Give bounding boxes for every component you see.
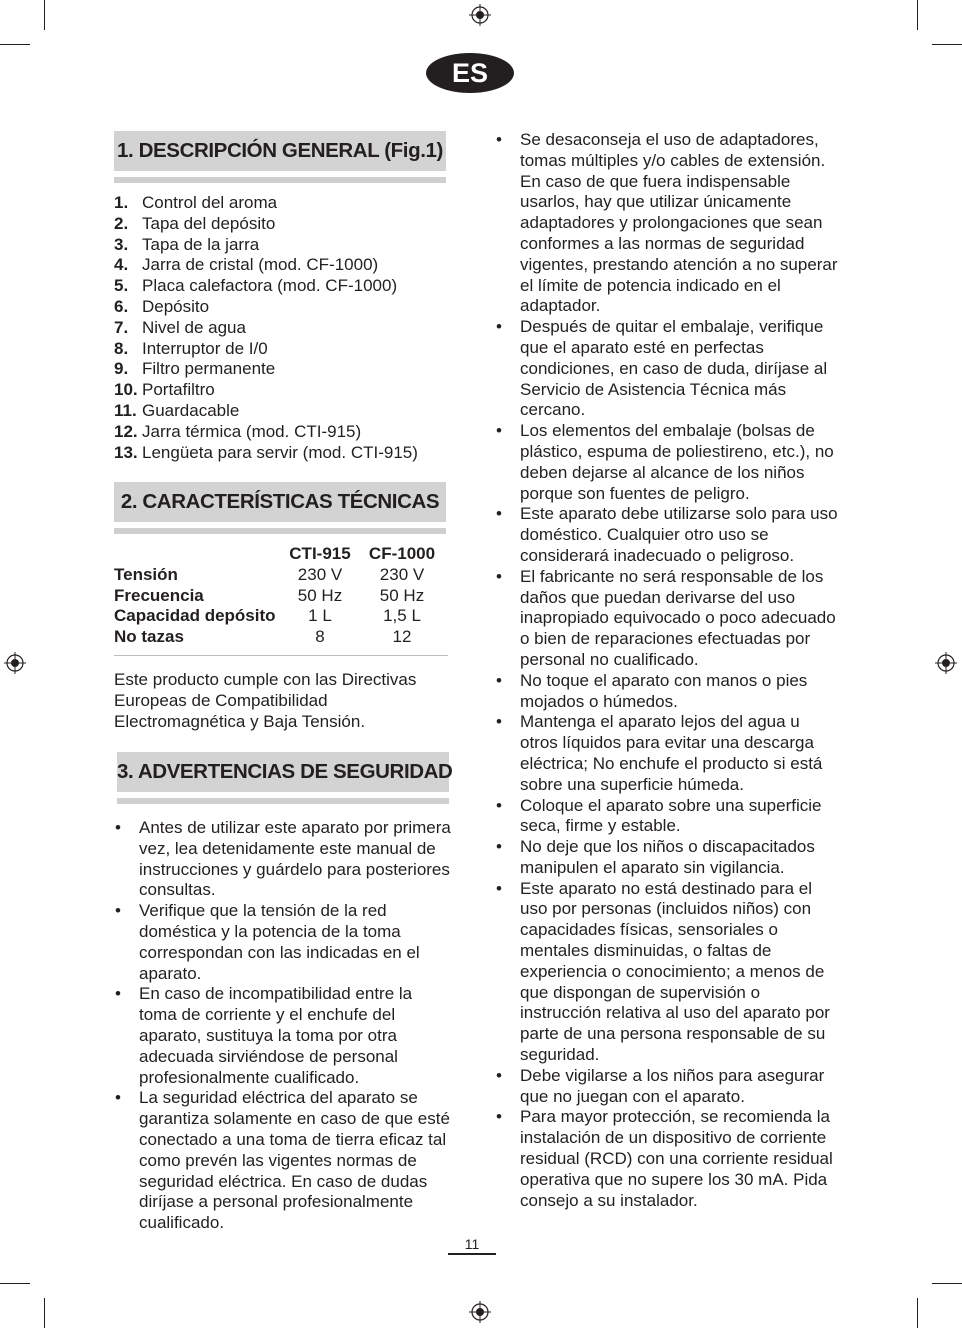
safety-item: • Después de quitar el embalaje, verifique que el aparato esté en perfectas condiciones, en caso de duda, diríjase al Servicio de Asistencia Técnica más cercano.: [496, 317, 842, 421]
part-text: Filtro permanente: [142, 359, 276, 379]
specs-cell: 230 V: [297, 564, 343, 584]
safety-item: • No deje que los niños o discapacitados manipulen el aparato sin vigilancia.: [496, 837, 842, 879]
crop-mark: [0, 44, 30, 45]
specs-cell: 8: [315, 627, 325, 647]
specs-cell: 230 V: [379, 564, 425, 584]
specs-row-label: Tensión: [114, 564, 178, 584]
part-item: [114, 318, 454, 339]
specs-row: [114, 565, 446, 586]
part-item: [114, 422, 454, 443]
section-underline: [114, 528, 446, 534]
specs-row: [114, 586, 446, 607]
specs-row-label: Frecuencia: [114, 585, 204, 605]
part-text: Guardacable: [142, 400, 240, 420]
part-text: Lengüeta para servir (mod. CTI-915): [142, 442, 418, 462]
safety-item: • Se desaconseja el uso de adaptadores, tomas múltiples y/o cables de extensión. En caso de que fuera indispensable usarlos, hay que utilizar únicamente adaptadores y prolongaciones que sean conformes a las normas de seguridad vigentes, prestando atención a no superar el límite de potencia indicado en el adaptador.: [496, 130, 842, 317]
part-number: 2.: [114, 213, 129, 233]
crop-mark: [917, 0, 918, 30]
specs-corner: [114, 544, 282, 565]
safety-item: • Mantenga el aparato lejos del agua u otros líquidos para evitar una descarga eléctrica; No enchufe el producto si está sobre una superficie húmeda.: [496, 712, 842, 795]
crop-mark: [0, 1283, 30, 1284]
crop-mark: [932, 44, 962, 45]
part-text: Jarra térmica (mod. CTI-915): [142, 421, 362, 441]
part-text: Portafiltro: [142, 380, 215, 400]
part-number: 11.: [114, 400, 137, 420]
safety-list-left: [115, 818, 452, 1234]
part-number: 6.: [114, 296, 129, 316]
specs-cell: 1 L: [308, 606, 332, 626]
part-item: [114, 193, 454, 214]
safety-item: • Este aparato debe utilizarse solo para uso doméstico. Cualquier otro uso se considerará inadecuado o peligroso.: [496, 504, 842, 566]
specs-row: [114, 606, 446, 627]
part-text: Placa calefactora (mod. CF-1000): [142, 276, 398, 296]
safety-list-right: [496, 130, 842, 1211]
part-text: Control del aroma: [142, 193, 278, 212]
specs-cell: 50 Hz: [379, 585, 425, 605]
part-item: [114, 255, 454, 276]
part-item: [114, 380, 454, 401]
part-text: Tapa de la jarra: [142, 234, 260, 254]
specs-column-header: CF-1000: [368, 544, 436, 563]
part-number: 4.: [114, 255, 129, 275]
part-number: 13.: [114, 442, 138, 462]
safety-item: • Este aparato no está destinado para el uso por personas (incluidos niños) con capacidades físicas, sensoriales o mentales disminuidas, o faltas de experiencia o conocimiento; a menos de que dispongan de supervisión o instrucción relativa al uso del aparato por parte de una persona responsable de su seguridad.: [496, 879, 842, 1066]
specs-row: [114, 627, 446, 648]
section-underline: [114, 177, 446, 183]
part-item: [114, 401, 454, 422]
part-item: [114, 235, 454, 256]
crop-mark: [44, 1298, 45, 1328]
safety-item: • No toque el aparato con manos o pies mojados o húmedos.: [496, 671, 842, 713]
safety-item: • Coloque el aparato sobre una superficie seca, firme y estable.: [496, 796, 842, 838]
specs-cell: 1,5 L: [383, 606, 421, 626]
part-number: 1.: [114, 193, 129, 212]
safety-item: • En caso de incompatibilidad entre la toma de corriente y el enchufe del aparato, sustituya la toma por otra adecuada sirviéndose de personal profesionalmente cualificado.: [115, 984, 452, 1088]
specs-cell: 12: [392, 627, 412, 647]
part-text: Tapa del depósito: [142, 213, 276, 233]
part-number: 3.: [114, 234, 129, 254]
specs-cell: 50 Hz: [297, 585, 343, 605]
specs-divider: [114, 655, 448, 656]
registration-mark-icon: [935, 652, 957, 674]
language-badge: ES: [426, 53, 514, 93]
part-text: Depósito: [142, 296, 210, 316]
part-number: 12.: [114, 421, 138, 441]
crop-mark: [917, 1298, 918, 1328]
crop-mark: [932, 1283, 962, 1284]
part-item: [114, 443, 454, 464]
safety-item: • Los elementos del embalaje (bolsas de plástico, espuma de poliestireno, etc.), no deben dejarse al alcance de los niños porque son fuentes de peligro.: [496, 421, 842, 504]
part-item: [114, 276, 454, 297]
crop-mark: [44, 0, 45, 30]
part-number: 8.: [114, 338, 129, 358]
section-underline: [117, 798, 449, 804]
part-number: 9.: [114, 359, 129, 379]
safety-item: • La seguridad eléctrica del aparato se garantiza solamente en caso de que esté conectado a una toma de tierra eficaz tal como prevén las vigentes normas de seguridad eléctrica. En caso de dudas diríjase a personal profesionalmente cualificado.: [115, 1088, 452, 1234]
specs-row-label: No tazas: [114, 627, 184, 647]
parts-list: [114, 193, 454, 463]
part-number: 7.: [114, 317, 129, 337]
part-number: 10.: [114, 380, 138, 400]
safety-item: • El fabricante no será responsable de los daños que puedan derivarse del uso inapropiado equivocado o poco adecuado o bien de reparaciones efectuadas por personal no cualificado.: [496, 567, 842, 671]
part-text: Jarra de cristal (mod. CF-1000): [142, 255, 379, 275]
section-title-description: 1. DESCRIPCIÓN GENERAL (Fig.1): [114, 131, 446, 171]
specs-column-header: CTI-915: [289, 544, 351, 563]
specs-row-label: Capacidad depósito: [114, 606, 276, 626]
part-text: Nivel de agua: [142, 317, 246, 337]
page-number: 11: [464, 1236, 480, 1252]
specs-header-row: [114, 544, 446, 565]
safety-item: • Antes de utilizar este aparato por primera vez, lea detenidamente este manual de instrucciones y guárdelo para posteriores consultas.: [115, 818, 452, 901]
registration-mark-icon: [4, 652, 26, 674]
registration-mark-icon: [469, 4, 491, 26]
compliance-text: Este producto cumple con las Directivas Europeas de Compatibilidad Electromagnética y Baja Tensión.: [114, 670, 417, 731]
part-item: [114, 339, 454, 360]
page-number-rule: [448, 1253, 496, 1255]
part-item: [114, 359, 454, 380]
part-item: [114, 297, 454, 318]
specs-table: [114, 544, 446, 648]
part-number: 5.: [114, 276, 129, 296]
registration-mark-icon: [469, 1301, 491, 1323]
safety-item: • Para mayor protección, se recomienda la instalación de un dispositivo de corriente residual (RCD) con una corriente residual operativa que no supere los 30 mA. Pida consejo a su instalador.: [496, 1107, 842, 1211]
safety-item: • Debe vigilarse a los niños para asegurar que no juegan con el aparato.: [496, 1066, 842, 1108]
part-text: Interruptor de I/0: [142, 338, 268, 358]
safety-item: • Verifique que la tensión de la red doméstica y la potencia de la toma correspondan con las indicadas en el aparato.: [115, 901, 452, 984]
section-title-safety: 3. ADVERTENCIAS DE SEGURIDAD: [117, 752, 449, 792]
part-item: [114, 214, 454, 235]
section-title-specs: 2. CARACTERÍSTICAS TÉCNICAS: [114, 482, 446, 522]
